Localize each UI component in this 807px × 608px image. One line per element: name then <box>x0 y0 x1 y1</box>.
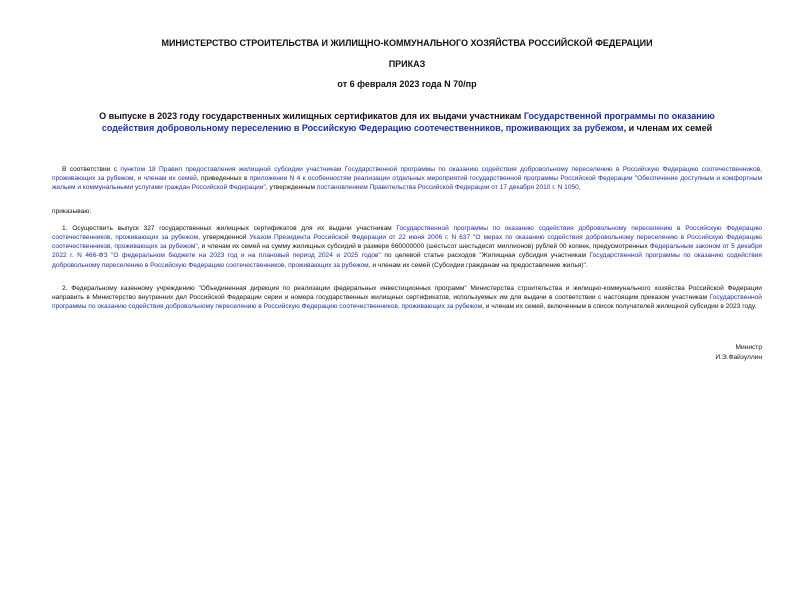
item2-program-link[interactable]: Государственной программы по оказанию содействия добровольному переселению в Российскую Федерацию соотечественников, проживающих за рубежом <box>52 294 762 311</box>
document-date: от 6 февраля 2023 года N 70/пр <box>337 79 477 89</box>
item1-federal-law-link[interactable]: Федеральным законом от 5 декабря 2022 г. N 466-ФЗ "О федеральном бюджете на 2023 год и на плановый период 2024 и 2025 годов" <box>52 243 762 260</box>
preamble-rules-link[interactable]: пунктом 18 Правил предоставления жилищной субсидии участникам Государственной программы по оказанию содействия добровольному переселению в Российскую Федерацию соотечественников, проживающих за рубежом, и членам их семей <box>52 166 762 183</box>
item1-text-1: 1. Осуществить выпуск 327 государственных жилищных сертификатов для их выдачи участникам <box>62 224 397 232</box>
document-page <box>0 37 807 608</box>
signatory-name: И.Э.Файзуллин <box>715 353 762 361</box>
order-item-1 <box>52 224 762 270</box>
item1-text-5: , и членам их семей (Субсидии гражданам на предоставление жилья)". <box>368 261 588 269</box>
preamble-appendix-link[interactable]: приложении N 4 к особенностям реализации отдельных мероприятий государственной программы Российской Федерации "Обеспечение доступным и комфортным жильем и коммунальными услугами граждан Российской Федерации" <box>52 175 763 192</box>
item1-presidential-decree-link[interactable]: Указом Президента Российской Федерации от 22 июня 2006 г. N 637 "О мерах по оказанию содействия добровольному переселению в Российскую Федерацию соотечественников, проживающих за рубежом" <box>52 234 762 251</box>
order-item-2 <box>52 284 762 312</box>
item1-program-link[interactable]: Государственной программы по оказанию содействия добровольному переселению в Российскую Федерацию соотечественников, проживающих за рубежом <box>52 224 762 242</box>
item2-text-1: 2. Федеральному казенному учреждению "Объединенная дирекция по реализации федеральных инвестиционных программ" Министерства строительства и жилищно-коммунального хозяйства Российской Федерации направить в Министерство внутренних дел Российской Федерации серии и номера государственных жилищных сертификатов, используемых им для выдачи в соответствии с настоящим приказом участникам <box>52 284 762 302</box>
item2-text-2: , и членам их семей, включенным в список получателей жилищной субсидии в 2023 году. <box>482 303 757 311</box>
item1-text-4: по целевой статье расходов "Жилищная субсидия участникам <box>380 252 590 260</box>
item1-text-2: , утвержденной <box>198 234 250 242</box>
orders-label: приказываю: <box>52 207 92 215</box>
signatory-position: Министр <box>735 344 762 352</box>
preamble-text-3: , утвержденным <box>265 184 317 192</box>
signature-block <box>52 343 762 362</box>
title-tail: , и членам их семей <box>623 123 713 133</box>
preamble-text-4: , <box>578 184 581 192</box>
document-title <box>92 110 722 134</box>
item1-program-link-2[interactable]: Государственной программы по оказанию содействия добровольному переселению в Российскую Федерацию соотечественников, проживающих за рубежом <box>52 252 762 269</box>
preamble-text-2: , приведенных в <box>196 175 250 183</box>
preamble-decree-link[interactable]: постановлением Правительства Российской Федерации от 17 декабря 2010 г. N 1050 <box>316 184 579 192</box>
title-program-link[interactable]: Государственной программы по оказанию содействия добровольному переселению в Российскую Федерацию соотечественников, проживающих за рубежом <box>101 111 715 133</box>
ministry-heading: МИНИСТЕРСТВО СТРОИТЕЛЬСТВА И ЖИЛИЩНО-КОММУНАЛЬНОГО ХОЗЯЙСТВА РОССИЙСКОЙ ФЕДЕРАЦИИ <box>161 38 653 48</box>
preamble-paragraph <box>52 165 762 193</box>
document-type: ПРИКАЗ <box>388 59 426 69</box>
preamble-text-1: В соответствии с <box>62 166 121 173</box>
item1-text-3: , и членам их семей на сумму жилищных субсидий в размере 660000000 (шестьсот шестьдесят миллионов) рублей 00 копеек, предусмотренных <box>197 243 650 251</box>
title-text: О выпуске в 2023 году государственных жилищных сертификатов для их выдачи участникам <box>99 111 524 121</box>
